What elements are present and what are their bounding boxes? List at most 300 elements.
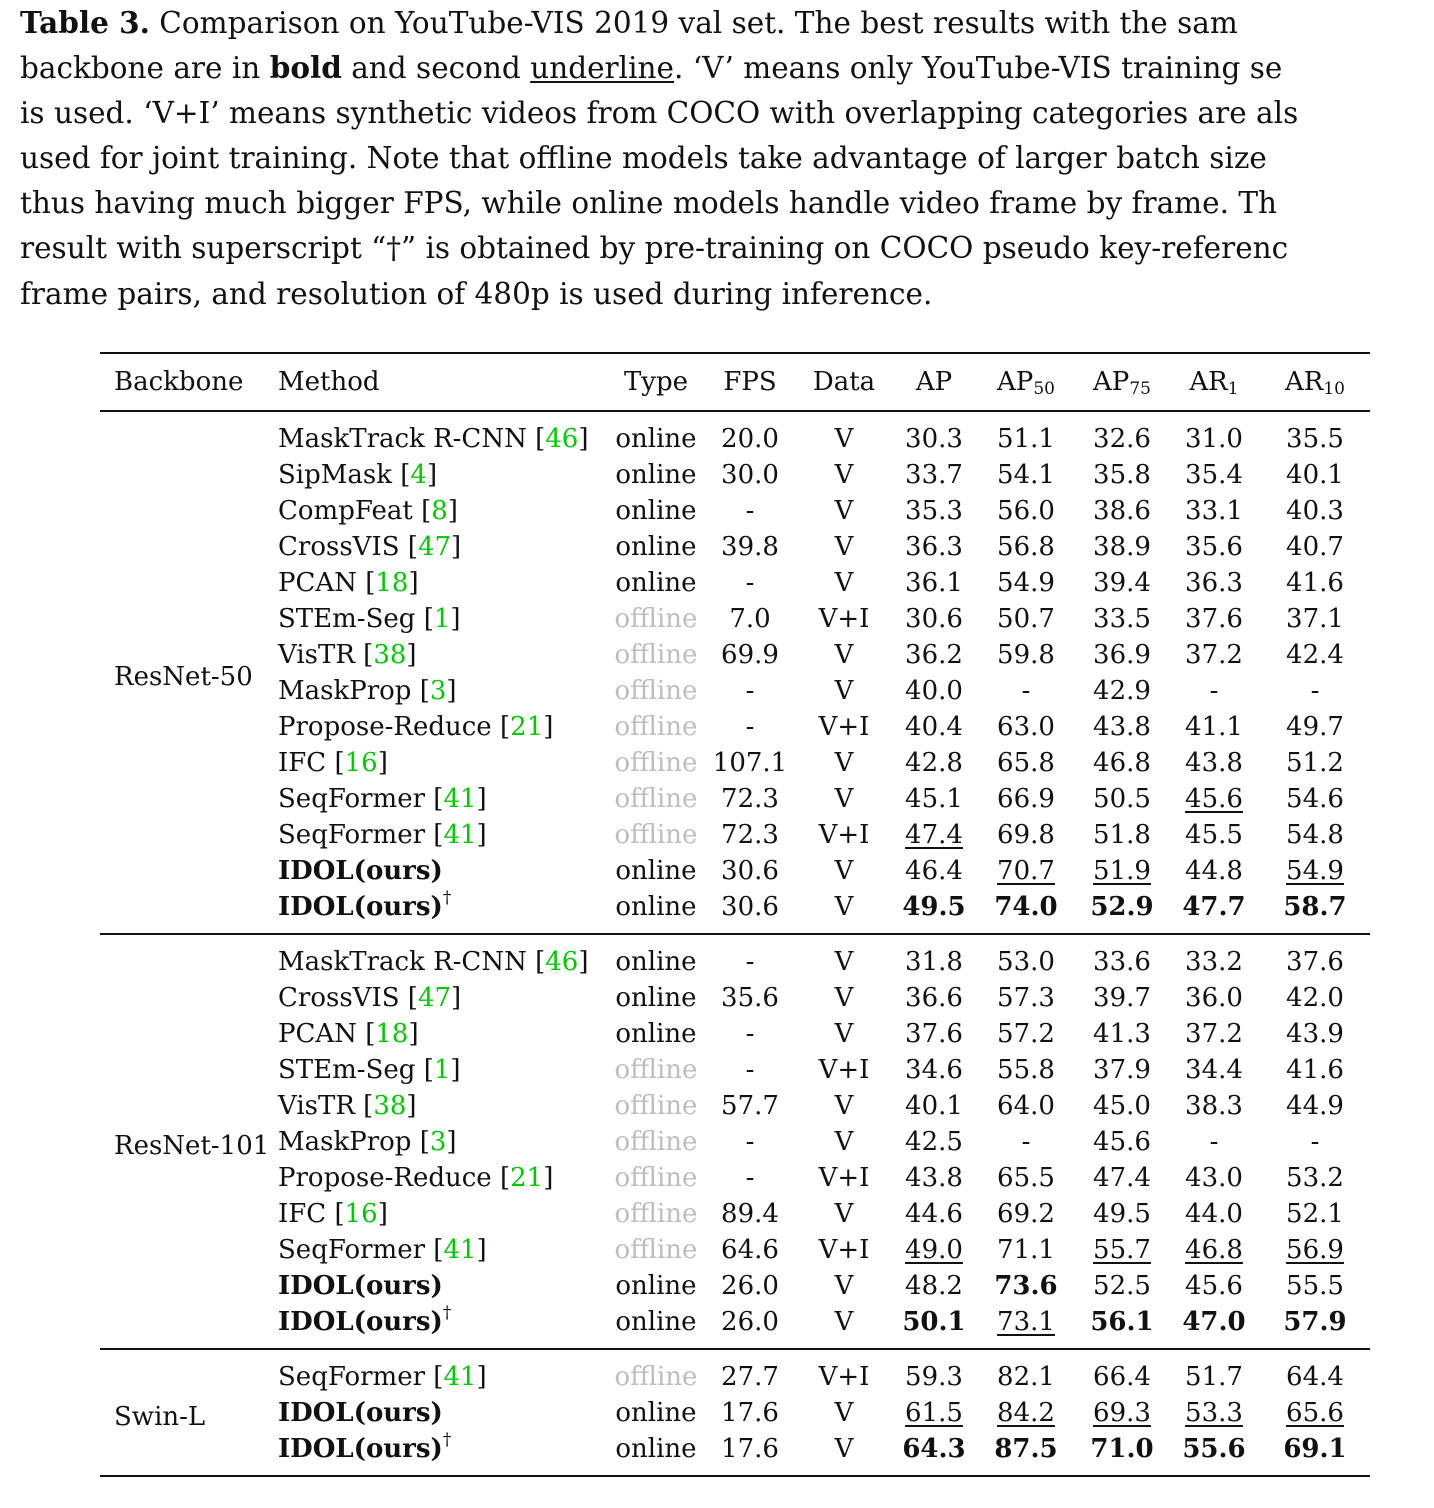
table-row <box>100 980 1370 1016</box>
group-resnet-101 <box>100 934 1370 1349</box>
table-row <box>100 1016 1370 1052</box>
method-name: IDOL(ours) <box>278 1398 443 1428</box>
ap50-cell: 50.7 <box>997 604 1055 634</box>
method-name: STEm-Seg <box>278 604 416 634</box>
fps-cell: 20.0 <box>721 424 779 454</box>
ap50-cell: 56.8 <box>997 532 1055 562</box>
method-cell <box>278 889 608 934</box>
caption-label: Table 3. <box>20 5 150 40</box>
type-cell: offline <box>614 604 698 634</box>
citation-link[interactable]: [41] <box>433 1362 487 1392</box>
ar10-cell: 42.4 <box>1286 640 1344 670</box>
method-cell <box>278 781 608 817</box>
data-cell: V+I <box>818 1235 870 1265</box>
ap50-cell: 84.2 <box>997 1398 1055 1428</box>
ap50-cell: 56.0 <box>997 496 1055 526</box>
type-cell: online <box>615 532 697 562</box>
ap50-cell: 71.1 <box>997 1235 1055 1265</box>
fps-cell: - <box>745 1127 755 1157</box>
table-caption <box>20 0 1434 317</box>
citation-link[interactable]: [47] <box>407 532 462 562</box>
ap75-cell: 55.7 <box>1093 1235 1151 1265</box>
ar10-cell: 55.5 <box>1286 1271 1344 1301</box>
citation-link[interactable]: [16] <box>334 1199 388 1229</box>
ap75-cell: 51.9 <box>1093 856 1151 886</box>
table-row <box>100 709 1370 745</box>
table-row <box>100 853 1370 889</box>
method-name: MaskTrack R-CNN <box>278 947 527 977</box>
ap50-cell: 57.3 <box>997 983 1055 1013</box>
table-row <box>100 1232 1370 1268</box>
ap75-cell: 51.8 <box>1093 820 1151 850</box>
ap-cell: 36.3 <box>905 532 963 562</box>
type-cell: online <box>615 1434 697 1464</box>
table-row <box>100 1349 1370 1395</box>
ap-cell: 43.8 <box>905 1163 963 1193</box>
citation-link[interactable]: [1] <box>423 604 461 634</box>
ar10-cell: - <box>1310 676 1320 706</box>
ap50-cell: - <box>1021 676 1031 706</box>
table-row <box>100 1196 1370 1232</box>
caption-line-2: backbone are in bold and second underline. ‘V’ means only YouTube-VIS training se <box>20 50 1283 86</box>
ap-cell: 64.3 <box>902 1434 966 1464</box>
ar10-cell: 37.1 <box>1286 604 1344 634</box>
ar10-cell: 54.6 <box>1286 784 1344 814</box>
data-cell: V <box>834 1434 854 1464</box>
type-cell: offline <box>614 1163 698 1193</box>
ap75-cell: 41.3 <box>1093 1019 1151 1049</box>
ar10-cell: 65.6 <box>1286 1398 1344 1428</box>
ap-cell: 42.5 <box>905 1127 963 1157</box>
method-cell <box>278 411 608 457</box>
caption-line-6: result with superscript “†” is obtained by pre-training on COCO pseudo key-referenc <box>20 231 1289 266</box>
table-row <box>100 411 1370 457</box>
fps-cell: 72.3 <box>721 820 779 850</box>
ap50-cell: 65.8 <box>997 748 1055 778</box>
header-ap75: $AP_{75}$ <box>1076 353 1168 411</box>
ar1-cell: 45.6 <box>1185 1271 1243 1301</box>
fps-cell: 26.0 <box>721 1271 779 1301</box>
ap75-cell: 45.6 <box>1093 1127 1151 1157</box>
data-cell: V <box>834 1271 854 1301</box>
fps-cell: - <box>745 712 755 742</box>
ar10-cell: - <box>1310 1127 1320 1157</box>
citation-link[interactable]: [38] <box>363 640 417 670</box>
data-cell: V <box>834 1398 854 1428</box>
type-cell: online <box>615 1019 697 1049</box>
method-cell <box>278 601 608 637</box>
ap75-cell: 52.9 <box>1090 892 1154 922</box>
ar10-cell: 56.9 <box>1286 1235 1344 1265</box>
table-row <box>100 817 1370 853</box>
header-ap50: $AP_{50}$ <box>976 353 1076 411</box>
ap75-cell: 50.5 <box>1093 784 1151 814</box>
fps-cell: 72.3 <box>721 784 779 814</box>
method-name: MaskTrack R-CNN <box>278 424 527 454</box>
ar1-cell: 31.0 <box>1185 424 1243 454</box>
data-cell: V+I <box>818 1163 870 1193</box>
header-fps: FPS <box>704 353 796 411</box>
type-cell: online <box>615 856 697 886</box>
ap50-cell: 73.1 <box>997 1307 1055 1337</box>
dagger-mark: † <box>442 888 452 908</box>
method-cell <box>278 980 608 1016</box>
fps-cell: 17.6 <box>721 1398 779 1428</box>
ap75-cell: 35.8 <box>1093 460 1151 490</box>
method-name: Propose-Reduce <box>278 1163 492 1193</box>
ar10-cell: 35.5 <box>1286 424 1344 454</box>
ap-cell: 33.7 <box>905 460 963 490</box>
ap75-cell: 69.3 <box>1093 1398 1151 1428</box>
type-cell: offline <box>614 676 698 706</box>
ap50-cell: 69.2 <box>997 1199 1055 1229</box>
ap-cell: 50.1 <box>902 1307 966 1337</box>
ap-cell: 47.4 <box>905 820 963 850</box>
ap-cell: 34.6 <box>905 1055 963 1085</box>
citation-link[interactable]: [38] <box>363 1091 417 1121</box>
fps-cell: - <box>745 1055 755 1085</box>
citation-link[interactable]: [18] <box>365 1019 419 1049</box>
table-row <box>100 1124 1370 1160</box>
ap-cell: 48.2 <box>905 1271 963 1301</box>
data-cell: V <box>834 1091 854 1121</box>
table-row <box>100 529 1370 565</box>
citation-link[interactable]: [21] <box>499 712 554 742</box>
citation-link[interactable]: [16] <box>334 748 388 778</box>
type-cell: online <box>615 496 697 526</box>
fps-cell: 64.6 <box>721 1235 779 1265</box>
ap75-cell: 39.4 <box>1093 568 1151 598</box>
ar1-cell: 47.7 <box>1182 892 1246 922</box>
data-cell: V <box>834 983 854 1013</box>
method-cell <box>278 565 608 601</box>
ar10-cell: 54.9 <box>1286 856 1344 886</box>
data-cell: V+I <box>818 1055 870 1085</box>
method-name: STEm-Seg <box>278 1055 416 1085</box>
ap75-cell: 46.8 <box>1093 748 1151 778</box>
citation-link[interactable]: [21] <box>499 1163 554 1193</box>
table-row <box>100 457 1370 493</box>
ar1-cell: 35.6 <box>1185 532 1243 562</box>
type-cell: online <box>615 983 697 1013</box>
method-cell <box>278 1395 608 1431</box>
caption-line-4: used for joint training. Note that offline models take advantage of larger batch size <box>20 140 1267 175</box>
method-cell <box>278 1431 608 1476</box>
data-cell: V <box>834 424 854 454</box>
method-name: IDOL(ours) <box>278 892 443 922</box>
dagger-mark: † <box>442 1303 452 1323</box>
ap75-cell: 33.5 <box>1093 604 1151 634</box>
ap50-cell: 69.8 <box>997 820 1055 850</box>
ap50-cell: 54.1 <box>997 460 1055 490</box>
type-cell: offline <box>614 1235 698 1265</box>
group-swin-l <box>100 1349 1370 1476</box>
ap-cell: 35.3 <box>905 496 963 526</box>
group-resnet-50 <box>100 411 1370 934</box>
ar10-cell: 44.9 <box>1286 1091 1344 1121</box>
method-cell <box>278 1088 608 1124</box>
type-cell: offline <box>614 748 698 778</box>
table-row <box>100 1431 1370 1476</box>
ap50-cell: 55.8 <box>997 1055 1055 1085</box>
table-row <box>100 745 1370 781</box>
data-cell: V <box>834 748 854 778</box>
ar1-cell: 36.3 <box>1185 568 1243 598</box>
ar10-cell: 69.1 <box>1283 1434 1347 1464</box>
method-cell <box>278 1349 608 1395</box>
table-row <box>100 1052 1370 1088</box>
method-name: IDOL(ours) <box>278 1271 443 1301</box>
dagger-mark: † <box>442 1430 452 1450</box>
ar1-cell: - <box>1209 676 1219 706</box>
ap75-cell: 38.6 <box>1093 496 1151 526</box>
type-cell: offline <box>614 640 698 670</box>
citation-link[interactable]: [4] <box>400 460 438 490</box>
method-cell <box>278 709 608 745</box>
ap75-cell: 42.9 <box>1093 676 1151 706</box>
method-cell <box>278 1268 608 1304</box>
method-name: MaskProp <box>278 1127 412 1157</box>
ap50-cell: 73.6 <box>994 1271 1058 1301</box>
data-cell: V <box>834 947 854 977</box>
ar1-cell: 43.0 <box>1185 1163 1243 1193</box>
citation-link[interactable]: [46] <box>535 947 589 977</box>
results-table <box>100 352 1370 1477</box>
ar1-cell: 51.7 <box>1185 1362 1243 1392</box>
ap50-cell: 66.9 <box>997 784 1055 814</box>
method-name: SeqFormer <box>278 1235 426 1265</box>
method-cell <box>278 1160 608 1196</box>
type-cell: offline <box>614 1199 698 1229</box>
method-name: PCAN <box>278 1019 357 1049</box>
ar10-cell: 58.7 <box>1283 892 1347 922</box>
ap-cell: 31.8 <box>905 947 963 977</box>
method-name: IDOL(ours) <box>278 1307 443 1337</box>
table-row <box>100 601 1370 637</box>
data-cell: V <box>834 640 854 670</box>
ar10-cell: 52.1 <box>1286 1199 1344 1229</box>
citation-link[interactable]: [8] <box>421 496 458 526</box>
ar1-cell: 37.2 <box>1185 640 1243 670</box>
ap-cell: 40.4 <box>905 712 963 742</box>
ar1-cell: 41.1 <box>1185 712 1243 742</box>
ap50-cell: 59.8 <box>997 640 1055 670</box>
ar1-cell: 45.5 <box>1185 820 1243 850</box>
ar10-cell: 57.9 <box>1283 1307 1347 1337</box>
ap50-cell: 82.1 <box>997 1362 1055 1392</box>
data-cell: V <box>834 1127 854 1157</box>
fps-cell: - <box>745 676 755 706</box>
ar10-cell: 40.7 <box>1286 532 1344 562</box>
type-cell: offline <box>614 1127 698 1157</box>
ar10-cell: 64.4 <box>1286 1362 1344 1392</box>
method-cell <box>278 1196 608 1232</box>
table-row <box>100 637 1370 673</box>
fps-cell: 107.1 <box>712 748 788 778</box>
data-cell: V <box>834 856 854 886</box>
method-name: CompFeat <box>278 496 413 526</box>
method-cell <box>278 1052 608 1088</box>
fps-cell: 39.8 <box>721 532 779 562</box>
citation-link[interactable]: [1] <box>423 1055 461 1085</box>
ap-cell: 40.1 <box>905 1091 963 1121</box>
citation-link[interactable]: [41] <box>433 1235 487 1265</box>
data-cell: V <box>834 1019 854 1049</box>
type-cell: online <box>615 568 697 598</box>
method-name: CrossVIS <box>278 532 400 562</box>
table-row <box>100 565 1370 601</box>
data-cell: V+I <box>818 820 870 850</box>
ar1-cell: 37.6 <box>1185 604 1243 634</box>
ap50-cell: 64.0 <box>997 1091 1055 1121</box>
data-cell: V <box>834 1307 854 1337</box>
ap75-cell: 37.9 <box>1093 1055 1151 1085</box>
ap50-cell: 51.1 <box>997 424 1055 454</box>
ap75-cell: 33.6 <box>1093 947 1151 977</box>
citation-link[interactable]: [18] <box>365 568 419 598</box>
table-row <box>100 673 1370 709</box>
method-name: SeqFormer <box>278 784 426 814</box>
fps-cell: - <box>745 496 755 526</box>
caption-line-3: is used. ‘V+I’ means synthetic videos from COCO with overlapping categories are als <box>20 95 1299 130</box>
header-data: Data <box>796 353 892 411</box>
header-method: Method <box>278 353 608 411</box>
citation-link[interactable]: [3] <box>419 676 457 706</box>
ar1-cell: 43.8 <box>1185 748 1243 778</box>
ar1-cell: 34.4 <box>1185 1055 1243 1085</box>
data-cell: V <box>834 568 854 598</box>
ap-cell: 46.4 <box>905 856 963 886</box>
method-cell <box>278 745 608 781</box>
caption-line-1: Table 3. Comparison on YouTube-VIS 2019 val set. The best results with the sam <box>20 5 1238 40</box>
table-row <box>100 1268 1370 1304</box>
fps-cell: 30.6 <box>721 892 779 922</box>
caption-line-7: frame pairs, and resolution of 480p is used during inference. <box>20 276 933 311</box>
method-name: Propose-Reduce <box>278 712 492 742</box>
ar10-cell: 40.3 <box>1286 496 1344 526</box>
ar1-cell: 46.8 <box>1185 1235 1243 1265</box>
ap50-cell: 65.5 <box>997 1163 1055 1193</box>
fps-cell: 26.0 <box>721 1307 779 1337</box>
header-row <box>100 353 1370 411</box>
ap75-cell: 47.4 <box>1093 1163 1151 1193</box>
method-name: VisTR <box>278 1091 355 1121</box>
table-row <box>100 934 1370 980</box>
ar10-cell: 42.0 <box>1286 983 1344 1013</box>
method-cell <box>278 934 608 980</box>
ap75-cell: 43.8 <box>1093 712 1151 742</box>
citation-link[interactable]: [3] <box>419 1127 457 1157</box>
caption-line-5: thus having much bigger FPS, while online models handle video frame by frame. Th <box>20 186 1278 221</box>
method-cell <box>278 1304 608 1349</box>
ap50-cell: 57.2 <box>997 1019 1055 1049</box>
data-cell: V+I <box>818 1362 870 1392</box>
method-cell <box>278 817 608 853</box>
data-cell: V <box>834 460 854 490</box>
method-cell <box>278 1124 608 1160</box>
fps-cell: 57.7 <box>721 1091 779 1121</box>
ap-cell: 36.1 <box>905 568 963 598</box>
method-name: SeqFormer <box>278 1362 426 1392</box>
ar10-cell: 37.6 <box>1286 947 1344 977</box>
method-cell <box>278 673 608 709</box>
fps-cell: 35.6 <box>721 983 779 1013</box>
ap75-cell: 56.1 <box>1090 1307 1154 1337</box>
ar1-cell: 35.4 <box>1185 460 1243 490</box>
ar1-cell: 44.0 <box>1185 1199 1243 1229</box>
ap-cell: 44.6 <box>905 1199 963 1229</box>
backbone-cell: ResNet-101 <box>114 1131 270 1161</box>
type-cell: offline <box>614 1055 698 1085</box>
ap-cell: 37.6 <box>905 1019 963 1049</box>
citation-link[interactable]: [47] <box>407 983 462 1013</box>
method-name: CrossVIS <box>278 983 400 1013</box>
ap50-cell: 63.0 <box>997 712 1055 742</box>
method-cell <box>278 853 608 889</box>
data-cell: V+I <box>818 604 870 634</box>
fps-cell: 89.4 <box>721 1199 779 1229</box>
type-cell: online <box>615 460 697 490</box>
ap75-cell: 32.6 <box>1093 424 1151 454</box>
type-cell: online <box>615 1307 697 1337</box>
ap75-cell: 45.0 <box>1093 1091 1151 1121</box>
ar1-cell: 45.6 <box>1185 784 1243 814</box>
ar1-cell: 55.6 <box>1182 1434 1246 1464</box>
type-cell: offline <box>614 784 698 814</box>
method-cell <box>278 637 608 673</box>
method-name: IFC <box>278 1199 327 1229</box>
fps-cell: 27.7 <box>721 1362 779 1392</box>
data-cell: V <box>834 892 854 922</box>
ar1-cell: 33.1 <box>1185 496 1243 526</box>
ap-cell: 36.2 <box>905 640 963 670</box>
data-cell: V <box>834 676 854 706</box>
ar10-cell: 41.6 <box>1286 568 1344 598</box>
method-name: IFC <box>278 748 327 778</box>
ap75-cell: 38.9 <box>1093 532 1151 562</box>
ap75-cell: 49.5 <box>1093 1199 1151 1229</box>
type-cell: online <box>615 1398 697 1428</box>
method-name: SipMask <box>278 460 392 490</box>
fps-cell: 30.6 <box>721 856 779 886</box>
ar1-cell: 44.8 <box>1185 856 1243 886</box>
table-row <box>100 493 1370 529</box>
citation-link[interactable]: [41] <box>433 784 487 814</box>
ap-cell: 42.8 <box>905 748 963 778</box>
ar1-cell: 37.2 <box>1185 1019 1243 1049</box>
citation-link[interactable]: [41] <box>433 820 487 850</box>
fps-cell: 69.9 <box>721 640 779 670</box>
header-type: Type <box>608 353 704 411</box>
method-cell <box>278 1232 608 1268</box>
fps-cell: - <box>745 568 755 598</box>
table-row <box>100 1304 1370 1349</box>
fps-cell: - <box>745 947 755 977</box>
ap-cell: 30.3 <box>905 424 963 454</box>
backbone-cell: Swin-L <box>114 1402 206 1432</box>
ap75-cell: 52.5 <box>1093 1271 1151 1301</box>
citation-link[interactable]: [46] <box>535 424 589 454</box>
ar1-cell: 53.3 <box>1185 1398 1243 1428</box>
header-ar10: $AR_{10}$ <box>1260 353 1370 411</box>
ap-cell: 36.6 <box>905 983 963 1013</box>
table-row <box>100 889 1370 934</box>
ar1-cell: 33.2 <box>1185 947 1243 977</box>
ap-cell: 40.0 <box>905 676 963 706</box>
table-row <box>100 1088 1370 1124</box>
ar10-cell: 49.7 <box>1286 712 1344 742</box>
ap50-cell: 74.0 <box>994 892 1058 922</box>
